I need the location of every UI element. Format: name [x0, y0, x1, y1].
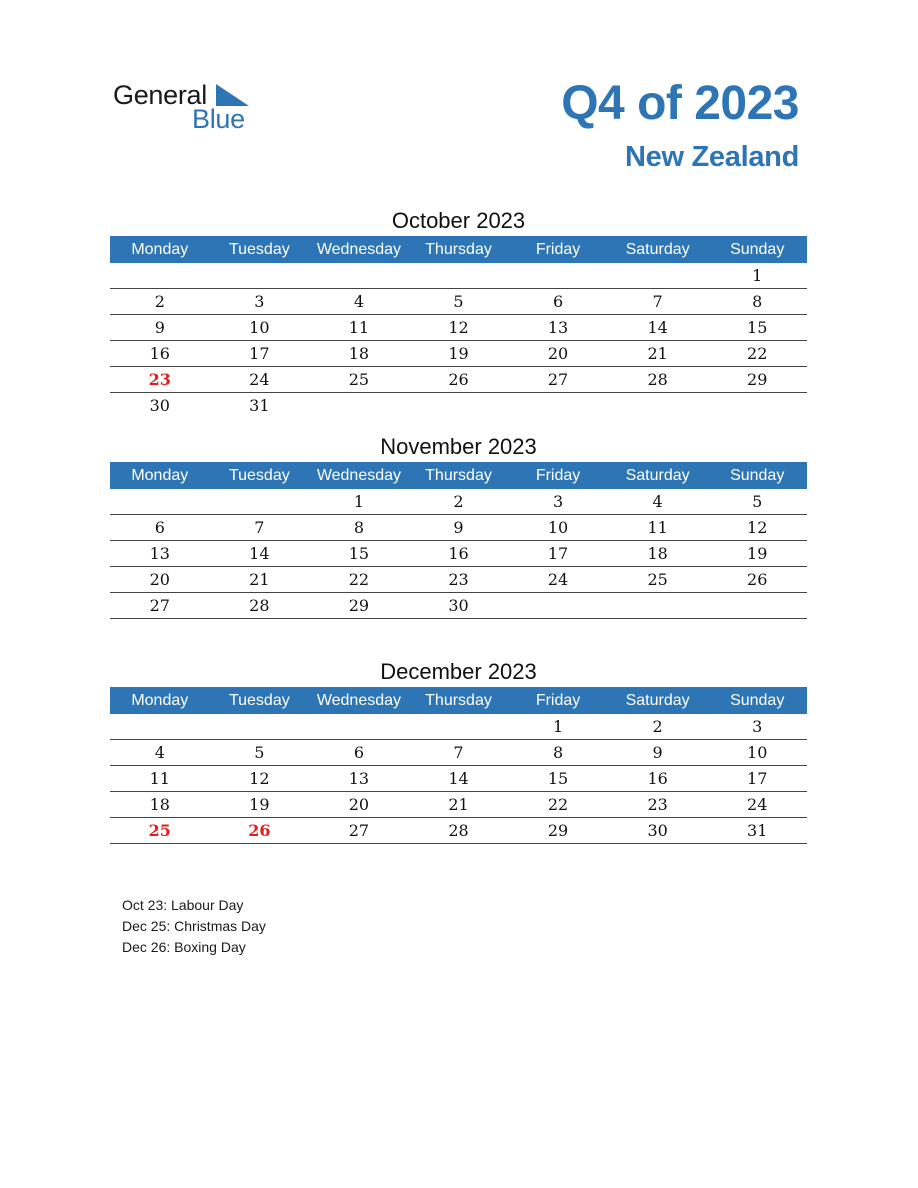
day-cell: 28: [448, 821, 469, 840]
week-row: [110, 766, 807, 792]
day-cell: 22: [547, 795, 569, 814]
month-grid: [110, 489, 807, 619]
day-cell: 18: [149, 795, 170, 814]
month-october: [110, 206, 807, 418]
week-row: [110, 341, 807, 367]
week-row: [110, 593, 807, 619]
day-cell: 3: [552, 492, 564, 511]
day-cell: [707, 593, 807, 618]
day-cell: 12: [249, 769, 270, 788]
weekday-label: Monday: [131, 467, 189, 484]
day-cell: [508, 593, 608, 618]
day-cell: [409, 263, 509, 288]
day-cell: 3: [752, 717, 763, 736]
week-row: [110, 714, 807, 740]
weekday-label: Friday: [535, 241, 581, 258]
day-cell: 16: [448, 544, 469, 563]
logo-general-text: General: [113, 80, 207, 110]
day-cell: 27: [348, 821, 370, 840]
day-cell: [110, 263, 210, 288]
day-cell: 24: [547, 570, 569, 589]
day-cell: 8: [552, 743, 564, 762]
week-row: [110, 740, 807, 766]
day-cell: 17: [747, 769, 768, 788]
day-cell: 10: [547, 518, 569, 537]
month-december: [110, 657, 807, 844]
day-cell: 29: [547, 821, 569, 840]
day-cell: 8: [752, 292, 763, 311]
day-cell: 19: [448, 344, 469, 363]
country-subtitle: New Zealand: [625, 141, 799, 173]
day-cell: [110, 714, 210, 739]
day-cell: 10: [249, 318, 270, 337]
day-cell: 14: [448, 769, 469, 788]
month-grid: [110, 714, 807, 844]
holiday-item: Dec 26: Boxing Day: [122, 939, 246, 955]
day-cell: 11: [149, 769, 170, 788]
weekday-label: Wednesday: [316, 241, 402, 258]
day-cell: 13: [547, 318, 569, 337]
week-row: [110, 818, 807, 844]
day-cell: 19: [747, 544, 768, 563]
day-cell: [210, 263, 310, 288]
weekday-label: Saturday: [625, 692, 690, 709]
day-cell: [210, 714, 310, 739]
day-cell: 17: [547, 544, 569, 563]
day-cell: 11: [348, 318, 370, 337]
weekday-label: Thursday: [425, 692, 492, 709]
day-cell: 2: [453, 492, 464, 511]
day-cell: 3: [254, 292, 265, 311]
day-cell: 19: [249, 795, 270, 814]
day-cell: 12: [448, 318, 469, 337]
day-cell: 17: [249, 344, 270, 363]
holiday-day-cell: 23: [148, 370, 171, 389]
week-row: [110, 515, 807, 541]
day-cell: [608, 593, 708, 618]
day-cell: 29: [348, 596, 370, 615]
day-cell: 30: [647, 821, 668, 840]
weekday-label: Thursday: [425, 467, 492, 484]
day-cell: 11: [647, 518, 668, 537]
weekday-label: Wednesday: [316, 467, 402, 484]
weekday-label: Tuesday: [228, 467, 290, 484]
day-cell: [110, 489, 210, 514]
month-grid: [110, 263, 807, 418]
day-cell: 20: [149, 570, 170, 589]
month-title: October 2023: [391, 208, 526, 233]
day-cell: [608, 393, 708, 418]
weekday-header: [110, 462, 807, 489]
day-cell: 21: [249, 570, 270, 589]
title-block: [561, 78, 799, 174]
weekday-label: Thursday: [425, 241, 492, 258]
day-cell: 18: [647, 544, 668, 563]
day-cell: 1: [353, 492, 365, 511]
day-cell: 24: [747, 795, 768, 814]
weekday-label: Saturday: [625, 467, 690, 484]
week-row: [110, 792, 807, 818]
day-cell: 20: [547, 344, 569, 363]
day-cell: [210, 489, 310, 514]
day-cell: 30: [149, 396, 170, 415]
day-cell: 22: [348, 570, 370, 589]
day-cell: 14: [249, 544, 270, 563]
day-cell: 28: [647, 370, 668, 389]
day-cell: 31: [747, 821, 768, 840]
day-cell: 24: [249, 370, 270, 389]
weekday-label: Wednesday: [316, 692, 402, 709]
week-row: [110, 567, 807, 593]
day-cell: 6: [353, 743, 365, 762]
day-cell: 7: [453, 743, 464, 762]
week-row: [110, 367, 807, 393]
weekday-label: Tuesday: [228, 692, 290, 709]
day-cell: 4: [353, 292, 365, 311]
day-cell: [508, 263, 608, 288]
day-cell: 16: [647, 769, 668, 788]
weekday-label: Sunday: [730, 467, 785, 484]
weekday-label: Friday: [535, 467, 581, 484]
day-cell: 2: [652, 717, 663, 736]
day-cell: 21: [647, 344, 668, 363]
day-cell: 31: [249, 396, 270, 415]
weekday-label: Sunday: [730, 692, 785, 709]
logo: [113, 80, 263, 132]
day-cell: 25: [647, 570, 668, 589]
day-cell: 29: [747, 370, 768, 389]
day-cell: 15: [747, 318, 768, 337]
day-cell: 1: [552, 717, 564, 736]
day-cell: 5: [453, 292, 464, 311]
logo-triangle-icon: [216, 84, 249, 106]
day-cell: 9: [154, 318, 165, 337]
day-cell: 27: [547, 370, 569, 389]
day-cell: 9: [453, 518, 464, 537]
month-title: November 2023: [380, 434, 537, 459]
day-cell: 14: [647, 318, 668, 337]
day-cell: 7: [652, 292, 663, 311]
logo-blue-text: Blue: [192, 104, 245, 134]
week-row: [110, 541, 807, 567]
holiday-item: Dec 25: Christmas Day: [122, 918, 266, 934]
weekday-label: Monday: [131, 692, 189, 709]
day-cell: 28: [249, 596, 270, 615]
holiday-item: Oct 23: Labour Day: [122, 897, 244, 913]
day-cell: 15: [348, 544, 370, 563]
day-cell: 7: [254, 518, 265, 537]
day-cell: 23: [448, 570, 469, 589]
day-cell: 21: [448, 795, 469, 814]
day-cell: 13: [149, 544, 170, 563]
weekday-header: [110, 236, 807, 263]
day-cell: 9: [652, 743, 663, 762]
day-cell: 6: [552, 292, 564, 311]
day-cell: 15: [547, 769, 569, 788]
day-cell: 5: [752, 492, 763, 511]
week-row: [110, 393, 807, 418]
weekday-label: Sunday: [730, 241, 785, 258]
week-row: [110, 263, 807, 289]
day-cell: 13: [348, 769, 370, 788]
day-cell: 23: [647, 795, 668, 814]
day-cell: [508, 393, 608, 418]
day-cell: 30: [448, 596, 469, 615]
day-cell: 16: [149, 344, 170, 363]
day-cell: 26: [448, 370, 469, 389]
day-cell: [309, 263, 409, 288]
holiday-day-cell: 26: [248, 821, 271, 840]
weekday-label: Monday: [131, 241, 189, 258]
week-row: [110, 315, 807, 341]
day-cell: 8: [353, 518, 365, 537]
day-cell: 27: [149, 596, 170, 615]
holiday-day-cell: 25: [148, 821, 171, 840]
day-cell: [608, 263, 708, 288]
day-cell: [309, 714, 409, 739]
day-cell: 4: [652, 492, 663, 511]
page-title: Q4 of 2023: [561, 77, 799, 130]
week-row: [110, 289, 807, 315]
weekday-label: Saturday: [625, 241, 690, 258]
holiday-list: [122, 895, 266, 958]
day-cell: 4: [154, 743, 165, 762]
day-cell: 25: [348, 370, 370, 389]
day-cell: 2: [154, 292, 165, 311]
day-cell: 22: [747, 344, 768, 363]
month-title: December 2023: [380, 659, 537, 684]
day-cell: 20: [348, 795, 370, 814]
day-cell: 6: [154, 518, 165, 537]
day-cell: 12: [747, 518, 768, 537]
day-cell: 10: [747, 743, 768, 762]
month-november: [110, 432, 807, 619]
day-cell: [409, 393, 509, 418]
week-row: [110, 489, 807, 515]
weekday-header: [110, 687, 807, 714]
day-cell: 26: [747, 570, 768, 589]
day-cell: [409, 714, 509, 739]
day-cell: 5: [254, 743, 265, 762]
day-cell: 18: [348, 344, 370, 363]
weekday-label: Tuesday: [228, 241, 290, 258]
weekday-label: Friday: [535, 692, 581, 709]
day-cell: [707, 393, 807, 418]
day-cell: 1: [752, 266, 763, 285]
day-cell: [309, 393, 409, 418]
